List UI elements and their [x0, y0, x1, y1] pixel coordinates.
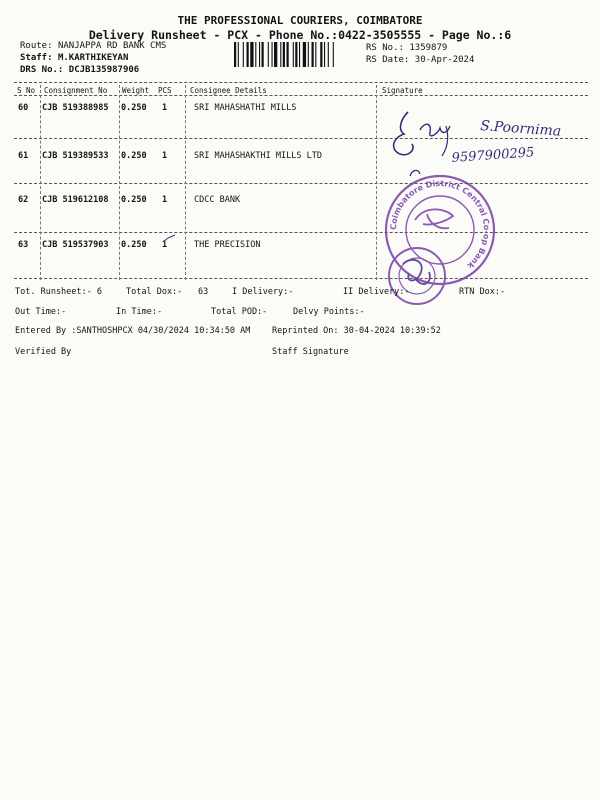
total-pod: Total POD:- — [211, 307, 268, 317]
barcode-bar — [268, 42, 269, 67]
barcode-bar — [283, 42, 285, 67]
row-consignment: CJB 519388985 — [42, 103, 109, 113]
row-sno: 62 — [18, 195, 29, 205]
barcode-bar — [243, 42, 244, 67]
staff-label: Staff: — [20, 53, 53, 63]
row-pcs: 1 — [162, 195, 168, 205]
barcode-bar — [272, 42, 273, 67]
header-consignee: Consignee Details — [190, 86, 267, 95]
row-consignment: CJB 519389533 — [42, 151, 109, 161]
row-consignee: CDCC BANK — [194, 195, 241, 205]
handwritten-phone: 9597900295 — [451, 145, 535, 166]
table-header-rule — [14, 95, 588, 96]
stamp-text: Coimbatore District Central Co-op Bank — [388, 178, 492, 271]
drs-value: DCJB135987906 — [68, 65, 140, 75]
route-label: Route: — [20, 41, 53, 51]
row-weight: 0.250 — [121, 151, 147, 161]
barcode-bar — [250, 42, 253, 67]
delvy-points: Delvy Points:- — [293, 307, 365, 317]
rs-date-value: 30-Apr-2024 — [414, 55, 475, 65]
barcode-bar — [324, 42, 325, 67]
out-time: Out Time:- — [15, 307, 67, 317]
row-weight: 0.250 — [121, 240, 147, 250]
entered-by: Entered By :SANTHOSHPCX 04/30/2024 10:34:50 AM — [15, 326, 251, 336]
barcode-bar — [262, 42, 264, 67]
row-consignee: SRI MAHASHAKTHI MILLS LTD — [194, 151, 322, 161]
barcode-bar — [255, 42, 256, 67]
drs-line — [20, 65, 139, 75]
verified-by: Verified By — [15, 347, 72, 357]
barcode-bar — [280, 42, 281, 67]
barcode-bar — [247, 42, 249, 67]
total-dox-label: Total Dox:- — [126, 287, 183, 297]
total-dox-value: 63 — [198, 287, 209, 297]
barcode-bar — [315, 42, 316, 67]
row-weight: 0.250 — [121, 103, 147, 113]
barcode-bar — [295, 42, 297, 67]
row-sno: 61 — [18, 151, 29, 161]
row-consignee: SRI MAHASHATHI MILLS — [194, 103, 297, 113]
route-line — [20, 41, 166, 51]
barcode-bar — [238, 42, 239, 67]
header-weight: Weight — [122, 86, 150, 95]
barcode-bar — [234, 42, 236, 67]
reprinted-on: Reprinted On: 30-04-2024 10:39:52 — [272, 326, 441, 336]
in-time: In Time:- — [116, 307, 163, 317]
runsheet-subtitle: Delivery Runsheet - PCX - Phone No.:0422-3505555 - Page No.:6 — [88, 28, 512, 42]
pen-tick-mark — [162, 234, 176, 244]
rs-no-line — [366, 43, 447, 53]
header-signature: Signature — [382, 86, 423, 95]
staff-signature: Staff Signature — [272, 347, 349, 357]
barcode-bar — [303, 42, 306, 67]
row-pcs: 1 — [162, 151, 168, 161]
table-top-rule — [14, 82, 588, 83]
tot-runsheet: Tot. Runsheet:- 6 — [15, 287, 102, 297]
staff-line — [20, 53, 128, 63]
handwritten-name: S.Poornima — [479, 118, 562, 140]
barcode-bar — [259, 42, 260, 67]
column-divider — [40, 85, 41, 280]
row-sno: 60 — [18, 103, 29, 113]
staff-value: M.KARTHIKEYAN — [57, 53, 129, 63]
route-value: NANJAPPA RD BANK CMS — [57, 41, 167, 51]
row-weight: 0.250 — [121, 195, 147, 205]
barcode-bar — [333, 42, 334, 67]
rs-no-value: 1359879 — [409, 43, 448, 53]
svg-text:Coimbatore District Central Co — [389, 179, 491, 271]
row-pcs: 1 — [162, 103, 168, 113]
header-consignment: Consignment No — [44, 86, 108, 95]
barcode-bar — [293, 42, 294, 67]
header-sno: S No — [17, 86, 36, 95]
row-consignment: CJB 519612108 — [42, 195, 109, 205]
barcode-bar — [287, 42, 289, 67]
ii-delivery: II Delivery:- — [343, 287, 410, 297]
barcode-bar — [308, 42, 309, 67]
row-consignment: CJB 519537903 — [42, 240, 109, 250]
drs-label: DRS No.: — [20, 65, 64, 75]
rs-no-label: RS No.: — [366, 43, 404, 53]
column-divider — [119, 85, 120, 280]
row-consignee: THE PRECISION — [194, 240, 261, 250]
company-title: THE PROFESSIONAL COURIERS, COIMBATORE — [177, 14, 423, 27]
barcode-bar — [328, 42, 329, 67]
row-sno: 63 — [18, 240, 29, 250]
row-pcs: 1 — [162, 240, 168, 250]
rs-date-line — [366, 55, 474, 65]
rs-date-label: RS Date: — [366, 55, 410, 65]
header-pcs: PCS — [158, 86, 172, 95]
barcode-bar — [299, 42, 300, 67]
barcode-bar — [274, 42, 277, 67]
rtn-dox: RTN Dox:- — [459, 287, 506, 297]
barcode-bar — [312, 42, 314, 67]
barcode-bar — [320, 42, 322, 67]
barcode — [234, 42, 362, 67]
column-divider — [185, 85, 186, 280]
i-delivery: I Delivery:- — [232, 287, 294, 297]
